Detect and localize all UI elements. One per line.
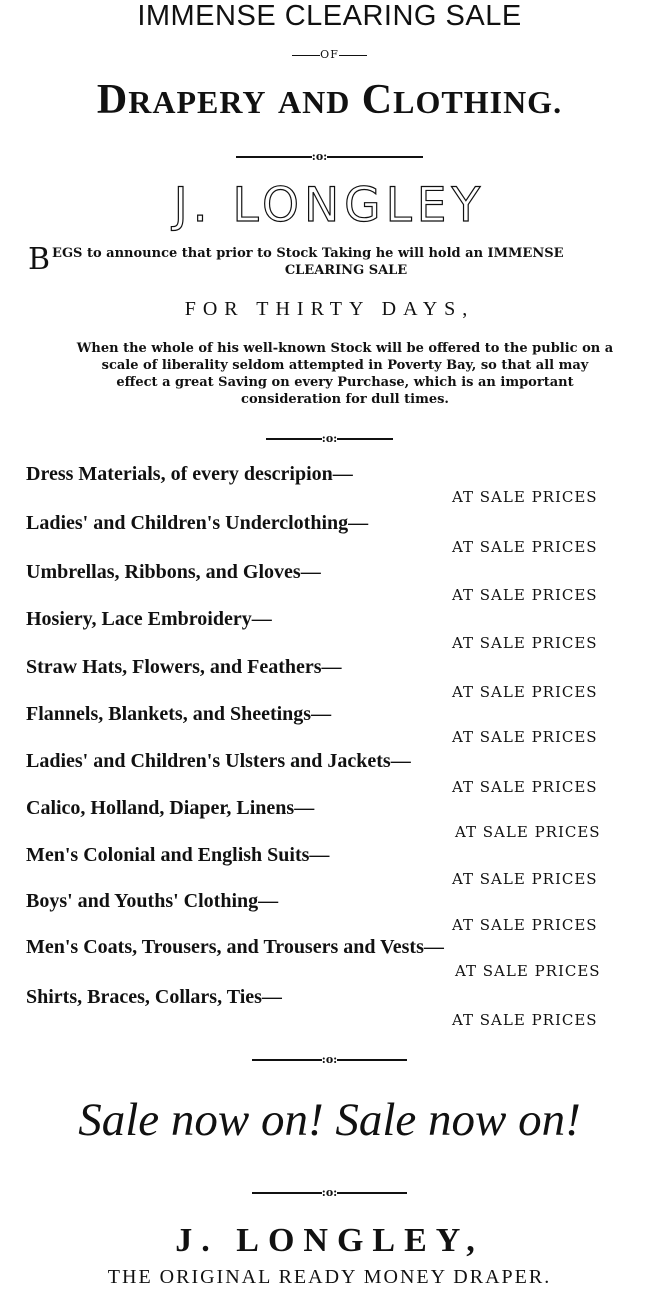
item-name: Shirts, Braces, Collars, Ties—	[26, 986, 282, 1008]
item-price: AT SALE PRICES	[452, 683, 598, 701]
item-name: Hosiery, Lace Embroidery—	[26, 608, 272, 630]
headline: IMMENSE CLEARING SALE	[137, 0, 522, 32]
divider-1	[0, 150, 659, 163]
item-name: Men's Colonial and English Suits—	[26, 844, 330, 866]
rule-left	[252, 1192, 322, 1194]
item-name: Boys' and Youths' Clothing—	[26, 890, 279, 912]
divider-mark: :o:	[311, 150, 328, 163]
divider-mark: :o:	[321, 432, 338, 445]
of-divider	[0, 48, 659, 61]
divider-mark: :o:	[321, 1186, 338, 1199]
item-price: AT SALE PRICES	[452, 538, 598, 556]
item-price: AT SALE PRICES	[452, 916, 598, 934]
sale-period: FOR THIRTY DAYS,	[184, 298, 475, 320]
rule-right	[327, 156, 423, 158]
title-initial-c: C	[361, 77, 394, 123]
rule-right	[339, 55, 367, 56]
sale-details	[28, 340, 659, 408]
item-price: AT SALE PRICES	[452, 488, 598, 506]
item-name: Umbrellas, Ribbons, and Gloves—	[26, 561, 321, 583]
announcement-line-2: CLEARING SALE	[284, 263, 408, 278]
item-price: AT SALE PRICES	[452, 586, 598, 604]
rule-right	[337, 438, 393, 440]
footer-tagline: THE ORIGINAL READY MONEY DRAPER.	[107, 1266, 552, 1288]
item-name: Flannels, Blankets, and Sheetings—	[26, 703, 332, 725]
item-price: AT SALE PRICES	[455, 962, 601, 980]
item-price: AT SALE PRICES	[452, 778, 598, 796]
title-and: AND	[277, 84, 351, 120]
rule-right	[337, 1059, 407, 1061]
item-price: AT SALE PRICES	[452, 728, 598, 746]
item-price: AT SALE PRICES	[452, 634, 598, 652]
item-price: AT SALE PRICES	[452, 1011, 598, 1029]
divider-3	[0, 1053, 659, 1066]
title-initial-d: D	[96, 77, 129, 123]
item-name: Ladies' and Children's Ulsters and Jackets—	[26, 750, 411, 772]
divider-4	[0, 1186, 659, 1199]
item-price: AT SALE PRICES	[452, 870, 598, 888]
item-name: Dress Materials, of every descripion—	[26, 463, 353, 485]
sale-now-on-banner: Sale now on! Sale now on!	[78, 1094, 581, 1146]
item-name: Calico, Holland, Diaper, Linens—	[26, 797, 315, 819]
title-rapery: RAPERY	[128, 84, 267, 120]
item-price: AT SALE PRICES	[455, 823, 601, 841]
announcement-line-1: EGS to announce that prior to Stock Taking he will hold an IMMENSE	[52, 246, 564, 261]
page-title	[0, 76, 659, 124]
detail-line: effect a great Saving on every Purchase, which is an important	[116, 375, 574, 390]
detail-line: scale of liberality seldom attempted in Poverty Bay, so that all may	[101, 358, 589, 373]
drop-cap: B	[28, 242, 51, 277]
item-name: Ladies' and Children's Underclothing—	[26, 512, 369, 534]
detail-line: When the whole of his well-known Stock will be offered to the public on a	[76, 341, 614, 356]
merchant-name: J. LONGLEY	[173, 178, 486, 233]
divider-2	[0, 432, 659, 445]
rule-left	[292, 55, 320, 56]
rule-left	[236, 156, 312, 158]
footer-merchant-name: J. LONGLEY,	[175, 1222, 484, 1259]
divider-mark: :o:	[321, 1053, 338, 1066]
rule-right	[337, 1192, 407, 1194]
detail-line: consideration for dull times.	[241, 392, 449, 407]
announcement	[28, 242, 640, 279]
rule-left	[266, 438, 322, 440]
rule-left	[252, 1059, 322, 1061]
of-label: OF	[320, 48, 339, 61]
item-name: Men's Coats, Trousers, and Trousers and Vests—	[26, 936, 444, 958]
title-lothing: LOTHING.	[393, 84, 563, 120]
item-name: Straw Hats, Flowers, and Feathers—	[26, 656, 342, 678]
